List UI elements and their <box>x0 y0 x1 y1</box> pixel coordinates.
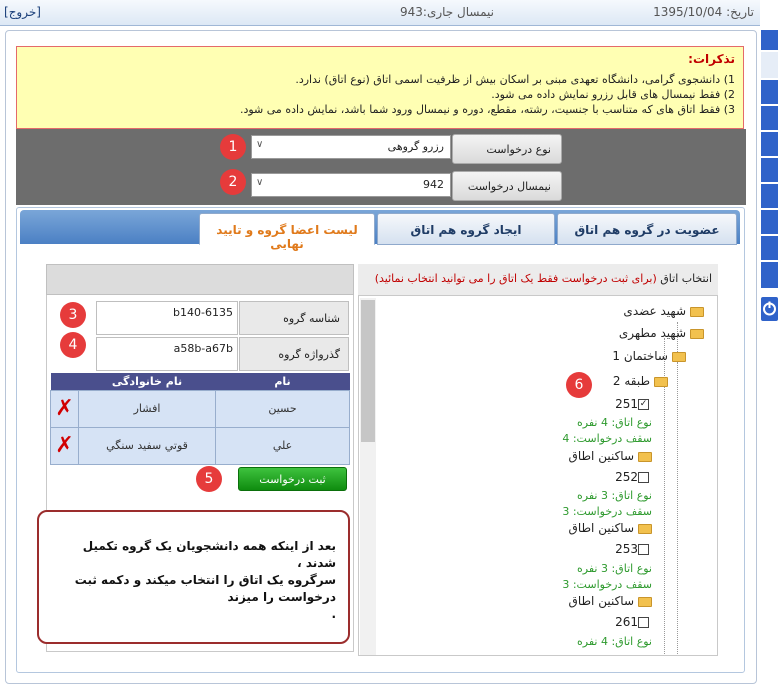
side-menu-item[interactable] <box>761 236 778 260</box>
room-checkbox[interactable] <box>638 472 649 483</box>
room-select-header <box>358 264 718 296</box>
group-id-label: شناسه گروه <box>239 301 349 335</box>
note-item: 1) دانشجوی گرامی، دانشگاه تعهدی مبنی بر اسکان بیش از ظرفیت اسمی اتاق (نوع اتاق) ندارد. <box>295 73 735 86</box>
semester-select[interactable] <box>251 173 451 197</box>
tree-line <box>677 362 678 654</box>
tree-node-floor[interactable]: طبقه 2 <box>613 374 668 388</box>
table-header-lastname: نام خانوادگی <box>79 373 216 390</box>
step-badge-1: 1 <box>220 134 246 160</box>
callout-line: درخواست را میزند <box>227 590 336 604</box>
table-cell-name: حسين <box>216 390 350 427</box>
room-checkbox[interactable] <box>638 617 649 628</box>
table-cell-lastname: افشار <box>79 390 216 427</box>
room-type: نوع اتاق: 3 نفره <box>577 562 652 575</box>
room-cap: سقف درخواست: 4 <box>562 432 652 445</box>
table-row <box>51 390 350 427</box>
tab-create-group[interactable]: ایجاد گروه هم اتاق <box>377 213 555 245</box>
table-header-name: نام <box>216 373 350 390</box>
table-row <box>51 427 350 464</box>
note-item: 2) فقط نیمسال های قابل رزرو نمایش داده می شود. <box>491 88 735 101</box>
tree-node-dorm[interactable]: شهید مطهری <box>619 326 704 340</box>
room-type: نوع اتاق: 4 نفره <box>577 635 652 648</box>
side-menu-item[interactable] <box>761 80 778 104</box>
group-panel-header <box>46 264 354 295</box>
room-cap: سقف درخواست: 3 <box>562 578 652 591</box>
folder-icon <box>638 524 652 534</box>
semester-value: 942 <box>423 178 444 191</box>
instruction-callout <box>37 510 350 644</box>
request-type-label: نوع درخواست <box>452 134 562 164</box>
folder-icon <box>672 352 686 362</box>
semester-label: نیمسال درخواست <box>452 171 562 201</box>
notes-box <box>16 46 744 129</box>
group-pass-field[interactable]: a58b-a67b <box>96 337 238 371</box>
room-251[interactable]: ✓251 <box>615 397 648 411</box>
tree-node-dorm[interactable]: شهید عضدی <box>623 304 704 318</box>
callout-line: بعد از اینکه همه دانشجویان یک گروه تکمیل شدند ، <box>82 539 336 570</box>
request-type-select[interactable] <box>251 135 451 159</box>
callout-line: سرگروه یک اتاق را انتخاب میکند و دکمه ثبت <box>74 573 336 587</box>
power-icon[interactable] <box>761 297 778 321</box>
room-cap: سقف درخواست: 3 <box>562 505 652 518</box>
side-menu-item[interactable] <box>761 184 778 208</box>
side-menu-item[interactable] <box>761 30 778 50</box>
delete-icon[interactable]: ✗ <box>51 390 79 427</box>
side-menu-item[interactable] <box>761 132 778 156</box>
folder-icon <box>690 329 704 339</box>
members-table <box>50 373 350 465</box>
scrollbar-thumb[interactable] <box>361 300 375 442</box>
room-checkbox[interactable] <box>638 544 649 555</box>
step-badge-2: 2 <box>220 169 246 195</box>
side-menu-item[interactable] <box>761 106 778 130</box>
top-bar <box>0 0 760 26</box>
room-select-hint: (برای ثبت درخواست فقط یک اتاق را می توانید انتخاب نمائید) <box>374 272 657 285</box>
room-253[interactable]: 253 <box>615 542 652 556</box>
table-cell-name: علي <box>216 427 350 464</box>
current-date: تاریخ: 1395/10/04 <box>653 5 754 19</box>
table-cell-lastname: قوتي سفيد سنگي <box>79 427 216 464</box>
folder-icon <box>638 452 652 462</box>
current-semester: نیمسال جاری:943 <box>400 5 495 19</box>
room-residents[interactable]: ساکنین اطاق <box>569 594 652 608</box>
notes-title: تذکرات: <box>688 52 735 66</box>
room-residents[interactable]: ساکنین اطاق <box>569 449 652 463</box>
room-select-title: انتخاب اتاق <box>660 272 712 285</box>
room-261[interactable]: 261 <box>615 615 652 629</box>
side-menu-item[interactable] <box>761 52 778 78</box>
side-menu-item[interactable] <box>761 262 778 288</box>
side-menu-item[interactable] <box>761 210 778 234</box>
room-252[interactable]: 252 <box>615 470 652 484</box>
chevron-down-icon: ∨ <box>256 139 264 150</box>
room-residents[interactable]: ساکنین اطاق <box>569 521 652 535</box>
side-menu-item[interactable] <box>761 158 778 182</box>
step-badge-5: 5 <box>196 466 222 492</box>
group-pass-label: گذرواژه گروه <box>239 337 349 371</box>
folder-icon <box>638 597 652 607</box>
folder-icon <box>654 377 668 387</box>
step-badge-6: 6 <box>566 372 592 398</box>
table-header-action <box>51 373 79 390</box>
tab-join-group[interactable]: عضویت در گروه هم اتاق <box>557 213 737 245</box>
submit-request-button[interactable]: ثبت درخواست <box>238 467 347 491</box>
room-type: نوع اتاق: 3 نفره <box>577 489 652 502</box>
note-item: 3) فقط اتاق های که متناسب با جنسیت، رشته، مقطع، دوره و نیمسال ورود شما باشد، نمایش داده می شود. <box>239 103 735 116</box>
room-tree <box>380 298 716 654</box>
request-type-value: رزرو گروهی <box>387 140 444 153</box>
side-menu-strip <box>760 0 778 687</box>
group-id-field[interactable]: b140-6135 <box>96 301 238 335</box>
delete-icon[interactable]: ✗ <box>51 427 79 464</box>
room-type: نوع اتاق: 4 نفره <box>577 416 652 429</box>
step-badge-3: 3 <box>60 302 86 328</box>
room-checkbox[interactable]: ✓ <box>639 399 648 409</box>
step-badge-4: 4 <box>60 332 86 358</box>
logout-link[interactable]: [خروج] <box>4 5 41 19</box>
tree-node-building[interactable]: ساختمان 1 <box>612 349 686 363</box>
folder-icon <box>690 307 704 317</box>
callout-line: . <box>331 607 336 621</box>
chevron-down-icon: ∨ <box>256 177 264 188</box>
tab-members-final[interactable]: لیست اعضا گروه و تایید نهایی <box>199 213 375 245</box>
